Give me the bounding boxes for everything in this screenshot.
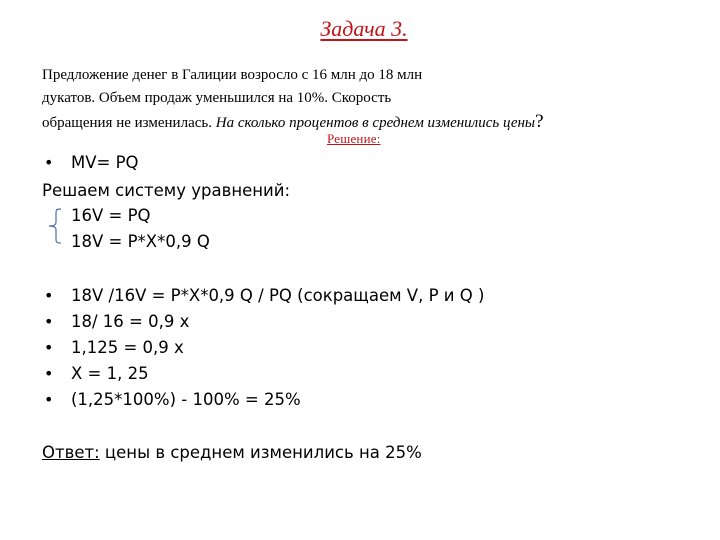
problem-line-3-text: обращения не изменилась. bbox=[42, 115, 216, 131]
answer-text: цены в среднем изменились на 25% bbox=[99, 443, 422, 462]
step-2: 18/ 16 = 0,9 x bbox=[71, 312, 190, 331]
step-3: 1,125 = 0,9 x bbox=[71, 338, 184, 357]
system-equation-1: 16V = PQ bbox=[71, 206, 151, 225]
solution-label: Решение: bbox=[327, 131, 381, 146]
step-5: (1,25*100%) - 100% = 25% bbox=[71, 390, 301, 409]
answer-label: Ответ: bbox=[42, 443, 100, 462]
problem-statement bbox=[42, 64, 642, 135]
problem-line-2: дукатов. Объем продаж уменьшился на 10%. Скорость bbox=[42, 90, 392, 106]
bullet-formula: • bbox=[44, 153, 54, 172]
bullet-step-3: • bbox=[44, 338, 54, 357]
problem-question-mark: ? bbox=[535, 111, 544, 132]
answer bbox=[42, 443, 422, 462]
formula-text: MV= PQ bbox=[71, 153, 139, 172]
system-equation-2: 18V = P*X*0,9 Q bbox=[71, 232, 210, 251]
bullet-step-1: • bbox=[44, 286, 54, 305]
system-brace-icon bbox=[48, 208, 62, 244]
bullet-step-4: • bbox=[44, 364, 54, 383]
problem-line-1: Предложение денег в Галиции возросло с 16 млн до 18 млн bbox=[42, 67, 423, 83]
bullet-step-2: • bbox=[44, 312, 54, 331]
problem-question: На сколько процентов в среднем изменились цены bbox=[215, 115, 536, 131]
bullet-step-5: • bbox=[44, 390, 54, 409]
slide-title: Задача 3. bbox=[320, 16, 408, 41]
step-1: 18V /16V = P*X*0,9 Q / PQ (сокращаем V, P и Q ) bbox=[71, 286, 485, 305]
step-4: X = 1, 25 bbox=[71, 364, 149, 383]
system-intro: Решаем систему уравнений: bbox=[42, 181, 291, 200]
